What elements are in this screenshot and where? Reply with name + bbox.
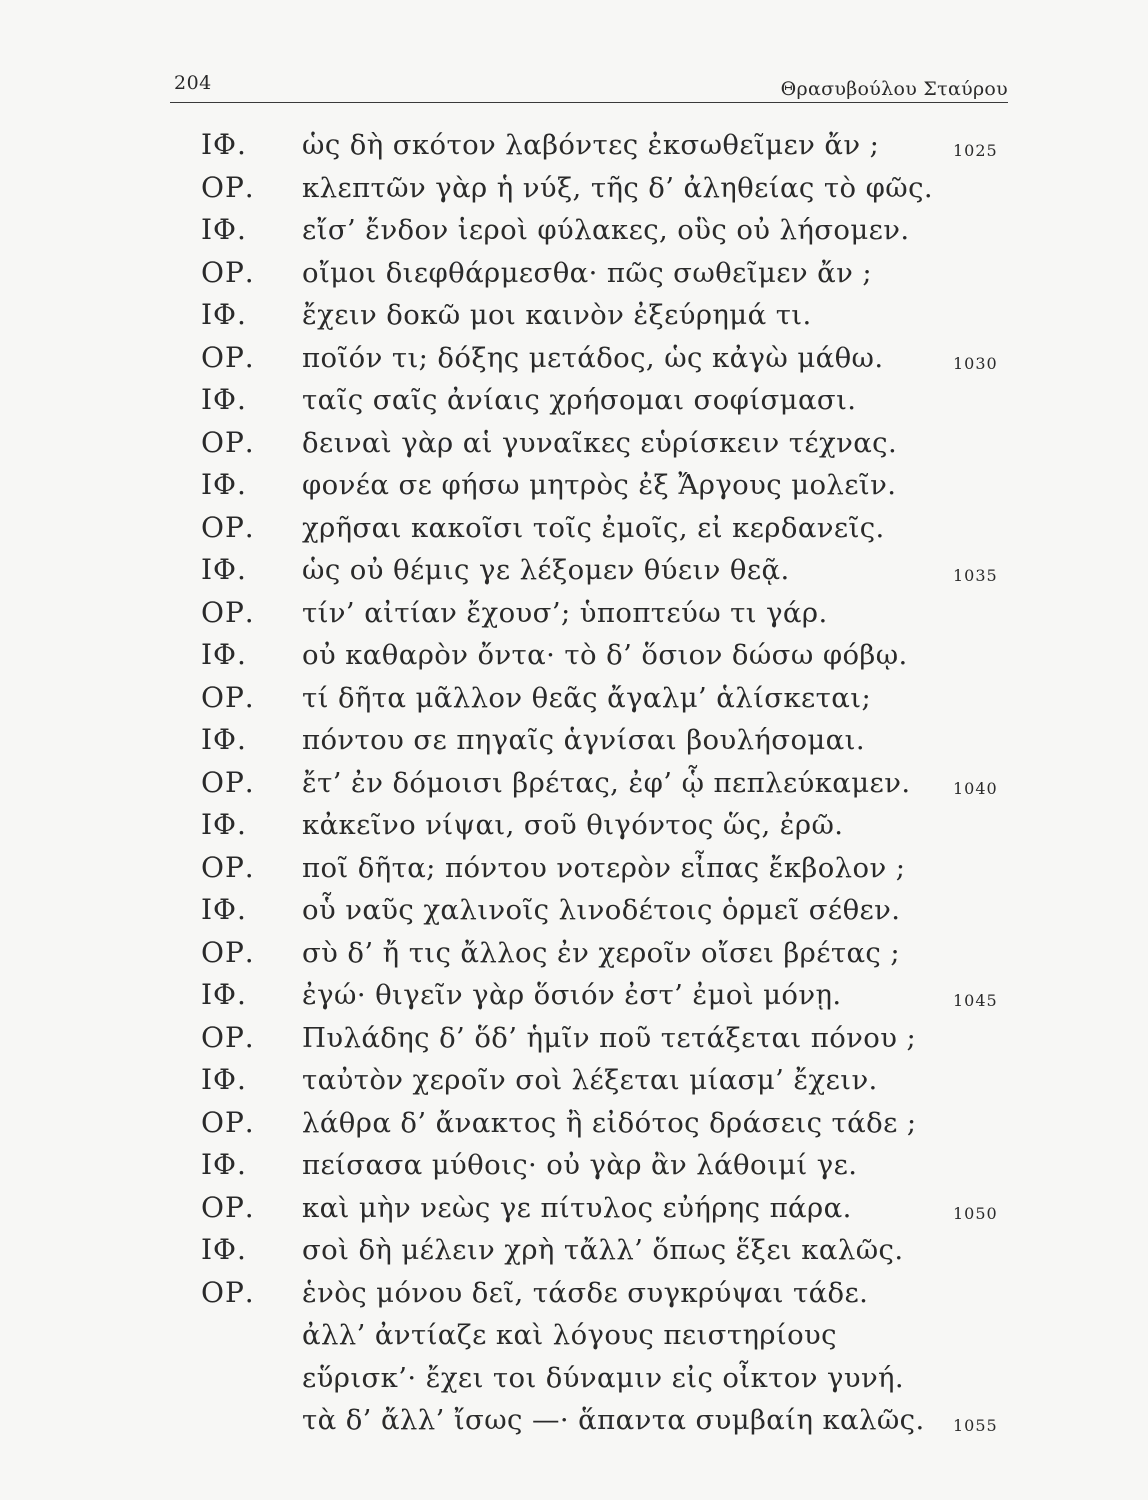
speaker-label: ΙΦ. xyxy=(201,1063,247,1096)
line-number: 1035 xyxy=(953,566,998,585)
verse-line xyxy=(0,464,1148,507)
speaker-label: ΙΦ. xyxy=(201,808,247,841)
speaker-label: ΟΡ. xyxy=(201,340,255,374)
verse-line xyxy=(0,167,1148,210)
verse-text: πόντου σε πηγαῖς ἁγνίσαι βουλήσομαι. xyxy=(302,724,865,756)
verse-text: οὐ καθαρὸν ὄντα· τὸ δ’ ὅσιον δώσω φόβῳ. xyxy=(302,639,908,671)
verse-line xyxy=(0,804,1148,847)
line-number: 1025 xyxy=(953,141,998,160)
page-header xyxy=(170,60,1008,103)
verse-line xyxy=(0,1399,1148,1442)
verse-text: ἔτ’ ἐν δόμοισι βρέτας, ἐφ’ ᾧ πεπλεύκαμεν. xyxy=(302,766,911,799)
speaker-label: ΟΡ. xyxy=(201,680,255,714)
verse-text: τὰ δ’ ἄλλ’ ἴσως —· ἅπαντα συμβαίη καλῶς. xyxy=(302,1404,925,1436)
line-number: 1030 xyxy=(953,353,998,373)
speaker-label: ΙΦ. xyxy=(201,213,247,246)
verse-line xyxy=(0,1017,1148,1060)
verse-line xyxy=(0,337,1148,380)
verse-text: χρῆσαι κακοῖσι τοῖς ἐμοῖς, εἰ κερδανεῖς. xyxy=(302,511,885,544)
speaker-label: ΙΦ. xyxy=(201,1233,247,1266)
verse-text: οἴμοι διεφθάρμεσθα· πῶς σωθεῖμεν ἄν ; xyxy=(302,256,873,289)
verse-line xyxy=(0,889,1148,932)
speaker-label: ΟΡ. xyxy=(201,765,255,799)
speaker-label: ΟΡ. xyxy=(201,935,255,969)
speaker-label: ΟΡ. xyxy=(201,510,255,544)
verse-line xyxy=(0,549,1148,592)
verse-text: καὶ μὴν νεὼς γε πίτυλος εὐήρης πάρα. xyxy=(302,1191,852,1224)
verse-line xyxy=(0,1144,1148,1187)
verse-line xyxy=(0,677,1148,720)
page-number: 204 xyxy=(174,72,212,94)
speaker-label: ΟΡ. xyxy=(201,1020,255,1054)
verse-line xyxy=(0,507,1148,550)
verse-text: Πυλάδης δ’ ὅδ’ ἡμῖν ποῦ τετάξεται πόνου ; xyxy=(302,1021,917,1054)
verse-text: ἑνὸς μόνου δεῖ, τάσδε συγκρύψαι τάδε. xyxy=(302,1276,869,1309)
speaker-label: ΙΦ. xyxy=(201,383,247,416)
verse-text: ὡς οὐ θέμις γε λέξομεν θύειν θεᾷ. xyxy=(302,554,790,586)
verse-line xyxy=(0,1187,1148,1230)
verse-text: κλεπτῶν γὰρ ἡ νύξ, τῆς δ’ ἀληθείας τὸ φῶς. xyxy=(302,171,934,204)
speaker-label: ΙΦ. xyxy=(201,298,247,331)
verse-text: πείσασα μύθοις· οὐ γὰρ ἂν λάθοιμί γε. xyxy=(302,1149,858,1181)
verse-text: τίν’ αἰτίαν ἔχουσ’; ὑποπτεύω τι γάρ. xyxy=(302,596,828,629)
verse-line xyxy=(0,124,1148,167)
speaker-label: ΙΦ. xyxy=(201,128,247,161)
verse-line xyxy=(0,1272,1148,1315)
verse-line xyxy=(0,1314,1148,1357)
speaker-label: ΙΦ. xyxy=(201,553,247,586)
verse-text: οὗ ναῦς χαλινοῖς λινοδέτοις ὁρμεῖ σέθεν. xyxy=(302,894,901,926)
verse-text: λάθρα δ’ ἄνακτος ἢ εἰδότος δράσεις τάδε ; xyxy=(302,1106,917,1139)
verse-line xyxy=(0,634,1148,677)
speaker-label: ΟΡ. xyxy=(201,1275,255,1309)
verse-line xyxy=(0,422,1148,465)
line-number: 1050 xyxy=(953,1203,998,1223)
speaker-label: ΟΡ. xyxy=(201,1105,255,1139)
verse-line xyxy=(0,592,1148,635)
running-head: Θρασυβούλου Σταύρου xyxy=(780,78,1008,100)
verse-line xyxy=(0,1102,1148,1145)
line-number: 1040 xyxy=(953,778,998,798)
verse-line xyxy=(0,719,1148,762)
verse-line xyxy=(0,847,1148,890)
speaker-label: ΙΦ. xyxy=(201,468,247,501)
line-number: 1045 xyxy=(953,991,998,1010)
verse-text: ταῖς σαῖς ἀνίαις χρήσομαι σοφίσμασι. xyxy=(302,384,857,416)
speaker-label: ΟΡ. xyxy=(201,425,255,459)
verse-text: φονέα σε φήσω μητρὸς ἐξ Ἄργους μολεῖν. xyxy=(302,469,897,501)
verse-text: τί δῆτα μᾶλλον θεᾶς ἄγαλμ’ ἁλίσκεται; xyxy=(302,681,872,714)
speaker-label: ΟΡ. xyxy=(201,170,255,204)
verse-line xyxy=(0,1059,1148,1102)
speaker-label: ΙΦ. xyxy=(201,893,247,926)
verse-block xyxy=(0,124,1148,1442)
verse-line xyxy=(0,252,1148,295)
verse-text: σοὶ δὴ μέλειν χρὴ τἄλλ’ ὅπως ἕξει καλῶς. xyxy=(302,1234,904,1266)
speaker-label: ΟΡ. xyxy=(201,850,255,884)
line-number: 1055 xyxy=(953,1416,998,1435)
verse-text: ταὐτὸν χεροῖν σοὶ λέξεται μίασμ’ ἔχειν. xyxy=(302,1064,878,1096)
speaker-label: ΙΦ. xyxy=(201,978,247,1011)
verse-text: εὕρισκ’· ἔχει τοι δύναμιν εἰς οἶκτον γυνή. xyxy=(302,1361,905,1394)
verse-line xyxy=(0,379,1148,422)
speaker-label: ΟΡ. xyxy=(201,255,255,289)
verse-line xyxy=(0,974,1148,1017)
verse-text: ποῖ δῆτα; πόντου νοτερὸν εἶπας ἔκβολον ; xyxy=(302,851,906,884)
verse-line xyxy=(0,209,1148,252)
verse-text: δειναὶ γὰρ αἱ γυναῖκες εὑρίσκειν τέχνας. xyxy=(302,426,898,459)
verse-text: ποῖόν τι; δόξης μετάδος, ὡς κἀγὼ μάθω. xyxy=(302,341,884,374)
speaker-label: ΙΦ. xyxy=(201,638,247,671)
verse-line xyxy=(0,1357,1148,1400)
verse-text: κἀκεῖνο νίψαι, σοῦ θιγόντος ὥς, ἐρῶ. xyxy=(302,809,844,841)
verse-text: ἀλλ’ ἀντίαζε καὶ λόγους πειστηρίους xyxy=(302,1319,837,1351)
verse-line xyxy=(0,762,1148,805)
verse-line xyxy=(0,932,1148,975)
verse-text: ἐγώ· θιγεῖν γὰρ ὅσιόν ἐστ’ ἐμοὶ μόνῃ. xyxy=(302,979,842,1011)
speaker-label: ΙΦ. xyxy=(201,723,247,756)
verse-line xyxy=(0,294,1148,337)
verse-text: εἴσ’ ἔνδον ἱεροὶ φύλακες, οὓς οὐ λήσομεν. xyxy=(302,214,910,246)
verse-text: σὺ δ’ ἤ τις ἄλλος ἐν χεροῖν οἴσει βρέτας ; xyxy=(302,936,901,969)
speaker-label: ΙΦ. xyxy=(201,1148,247,1181)
verse-text: ὡς δὴ σκότον λαβόντες ἐκσωθεῖμεν ἄν ; xyxy=(302,129,880,161)
verse-line xyxy=(0,1229,1148,1272)
speaker-label: ΟΡ. xyxy=(201,1190,255,1224)
verse-text: ἔχειν δοκῶ μοι καινὸν ἐξεύρημά τι. xyxy=(302,299,812,331)
speaker-label: ΟΡ. xyxy=(201,595,255,629)
